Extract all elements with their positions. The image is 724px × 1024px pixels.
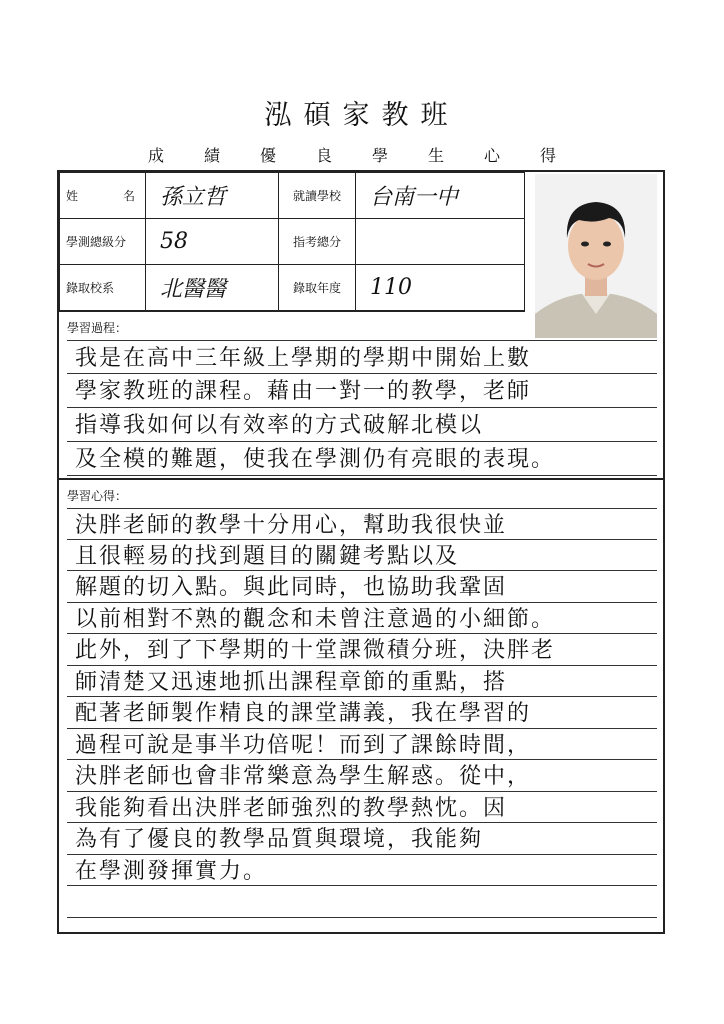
gsat-label: 學測總級分 [60,219,146,265]
year-value: 110 [356,265,525,311]
admit-label: 錄取校系 [60,265,146,311]
reflection-line: 過程可說是事半功倍呢！而到了課餘時間， [67,729,657,761]
reflection-line: 在學測發揮實力。 [67,855,657,887]
process-line: 及全模的難題，使我在學測仍有亮眼的表現。 [67,442,657,476]
ast-value [356,219,525,265]
reflection-line: 且很輕易的找到題目的關鍵考點以及 [67,540,657,572]
name-value: 孫立哲 [146,173,279,219]
reflection-line: 配著老師製作精良的課堂講義，我在學習的 [67,697,657,729]
admit-value: 北醫醫 [146,265,279,311]
reflection-line [67,886,657,918]
student-info-table [59,172,525,311]
student-photo [535,174,657,338]
year-label: 錄取年度 [279,265,356,311]
reflection-line: 決胖老師也會非常樂意為學生解惑。從中， [67,760,657,792]
reflection-line: 以前相對不熟的觀念和未曾注意過的小細節。 [67,603,657,635]
school-label: 就讀學校 [279,173,356,219]
reflection-line: 此外，到了下學期的十堂課微積分班，決胖老 [67,634,657,666]
form-frame [57,170,665,934]
name-label-char2: 名 [122,189,135,203]
name-label-cell [60,173,146,219]
process-lines [67,340,657,476]
reflection-lines [67,508,657,918]
reflection-line: 我能夠看出決胖老師強烈的教學熱忱。因 [67,792,657,824]
ast-label: 指考總分 [279,219,356,265]
reflection-line: 師清楚又迅速地抓出課程章節的重點，搭 [67,666,657,698]
name-label-char1: 姓 [66,189,79,203]
process-line: 我是在高中三年級上學期的學期中開始上數 [67,340,657,374]
school-value: 台南一中 [356,173,525,219]
reflection-line: 為有了優良的教學品質與環境，我能夠 [67,823,657,855]
process-label: 學習過程： [67,321,128,335]
divider-info [59,310,525,312]
document-title: 泓碩家教班 [264,100,460,131]
divider-process [59,478,663,480]
process-line: 學家教班的課程。藉由一對一的教學，老師 [67,374,657,408]
document-subtitle: 成績優良學生心得 [147,146,596,165]
reflection-line: 解題的切入點。與此同時，也協助我鞏固 [67,571,657,603]
reflection-line: 決胖老師的教學十分用心，幫助我很快並 [67,508,657,540]
reflection-label: 學習心得： [67,489,128,503]
process-line: 指導我如何以有效率的方式破解北模以 [67,408,657,442]
gsat-value: 58 [146,219,279,265]
